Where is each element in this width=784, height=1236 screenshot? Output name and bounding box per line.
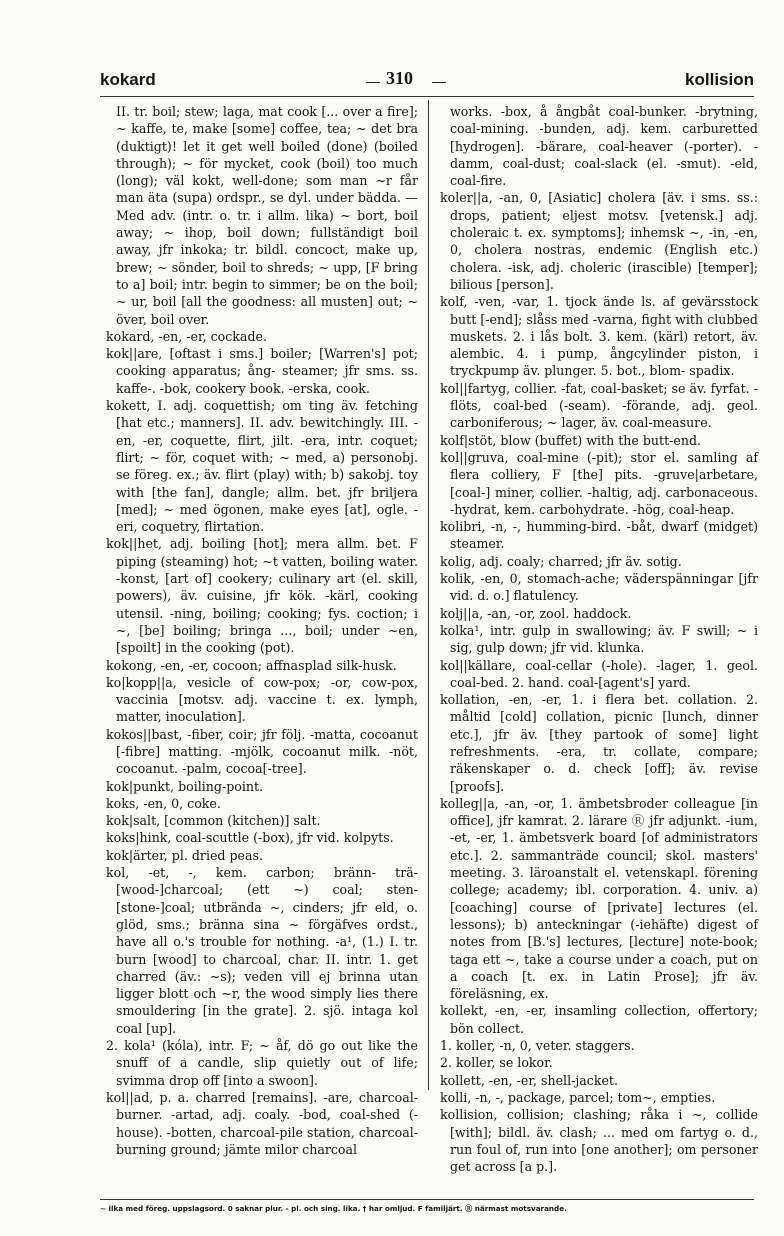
- dictionary-entry: kollekt, -en, -er, insamling collection, offertory; bön collect.: [440, 1003, 758, 1036]
- dictionary-entry: koks, -en, 0, coke.: [106, 795, 221, 811]
- dictionary-entry: kol||källare, coal-cellar (-hole). -lager, 1. geol. coal-bed. 2. hand. coal-[agent's] yard.: [440, 657, 758, 690]
- dictionary-entry: kol||gruva, coal-mine (-pit); stor el. samling af flera colliery, F [the] pits. -gruve|arbetare, [coal-] miner, collier. -haltig, adj. carbonaceous. -hydrat, kem. carbohydrate. -hög, coal-heap.: [440, 449, 758, 517]
- dictionary-entry: kolf|stöt, blow (buffet) with the butt-end.: [440, 432, 702, 448]
- dictionary-entry: kolli, -n, -, package, parcel; tom~, empties.: [440, 1089, 716, 1105]
- dictionary-entry: kolleg||a, -an, -or, 1. ämbetsbroder colleague [in office], jfr kamrat. 2. lärare Ⓡ jfr adjunkt. -ium, -et, -er, 1. ämbetsverk board [of administrators etc.]. 2. sammanträde council; skol. masters' meeting. 3. läroanstalt el. vetenskapl. förening college; academy; ibl. corporation. 4. univ. a) [coaching] course of [private] lectures (el. lessons); b) anteckningar (-iehäfte) digest of notes from [B.'s] lectures, [lecture] note-book; taga ett ~, take a course under a coach, put on a coach [t. ex. in Latin Prose]; jfr äv. föreläsning, ex.: [440, 795, 758, 1002]
- dictionary-entry: kol, -et, -, kem. carbon; bränn- trä- [wood-]charcoal; (ett ~) coal; sten- [stone-]coal; utbrända ~, cinders; jfr eld, o. glöd, sms.; bränna sina ~ förgäfves ordst., have all o.'s trouble for nothing. -a¹, (1.) I. tr. burn [wood] to charcoal, char. II. intr. 1. get charred (äv.: ~s); veden vill ej brinna utan ligger blott och ~r, the wood simply lies there smouldering [in the grate]. 2. sjö. intaga kol coal [up].: [106, 865, 418, 1036]
- dictionary-entry: kok||are, [oftast i sms.] boiler; [Warren's] pot; cooking apparatus; ång- steamer; jfr sms. ss. kaffe-. -bok, cookery book. -erska, cook.: [106, 346, 418, 396]
- dictionary-entry: kollision, collision; clashing; råka i ~, collide [with]; bildl. äv. clash; ... med om fartyg o. d., run foul of, run into [one another]; om personer get across [a p.].: [440, 1107, 758, 1175]
- dictionary-entry: II. tr. boil; stew; laga, mat cook [... over a fire]; ~ kaffe, te, make [some] coffee, tea; ~ det bra (duktigt)! let it get well boiled (done) (boiled through); ~ för mycket, cook (boil) too much (long); väl kokt, well-done; som man ~r får man äta (supa) ordspr., se dyl. under bädda. — Med adv. (intr. o. tr. i allm. lika) ~ bort, boil away; ~ ihop, boil down; fullständigt boil away, jfr inkoka; tr. bildl. concoct, make up, brew; ~ sönder, boil to shreds; ~ upp, [F bring to a] boil; intr. begin to simmer; be on the boil; ~ ur, boil [all the goodness: all musten] out; ~ över, boil over.: [116, 104, 418, 327]
- dictionary-entry: kollation, -en, -er, 1. i flera bet. collation. 2. måltid [cold] collation, picnic [lunch, dinner etc.], jfr äv. [they partook of some] light refreshments. -era, tr. collate, compare; räkenskaper o. d. check [off]; äv. revise [proofs].: [440, 692, 758, 794]
- page-number: 310: [386, 68, 413, 88]
- dictionary-entry: kok|punkt, boiling-point.: [106, 778, 264, 794]
- dictionary-entry: kolibri, -n, -, humming-bird. -båt, dwarf (midget) steamer.: [440, 519, 758, 552]
- column-divider: [428, 100, 429, 1090]
- dictionary-entry: 2. koller, se lokor.: [440, 1055, 553, 1071]
- header-dash-left: [366, 82, 380, 83]
- dictionary-entry: works. -box, å ångbåt coal-bunker. -brytning, coal-mining. -bunden, adj. kem. carburetted [hydrogen]. -bärare, coal-heaver (-porter). -damm, coal-dust; coal-slack (el. -smut). -eld, coal-fire.: [450, 104, 758, 189]
- dictionary-entry: kolka¹, intr. gulp in swallowing; äv. F swill; ~ i sig, gulp down; jfr vid. klunka.: [440, 622, 758, 656]
- header-dash-right: [432, 82, 446, 83]
- header-rule: [100, 96, 754, 97]
- dictionary-entry: koler||a, -an, 0, [Asiatic] cholera [äv. i sms. ss.: drops, patient; eljest motsv. [vetensk.] adj. choleraic t. ex. symptoms]; inhemsk ~, -in, -en, 0, cholera nostras, endemic (English etc.) cholera. -isk, adj. choleric (irascible) [temper]; bilious [person].: [440, 190, 758, 292]
- page-header: [100, 66, 754, 94]
- dictionary-entry: kol||ad, p. a. charred [remains]. -are, charcoal-burner. -artad, adj. coaly. -bod, coal-shed (-house). -botten, charcoal-pile station, charcoal-burning ground; jämte milor charcoal: [106, 1089, 418, 1157]
- dictionary-entry: kol||fartyg, collier. -fat, coal-basket; se äv. fyrfat. -flöts, coal-bed (-seam). -förande, adj. geol. carboniferous; ~ lager, äv. coal-measure.: [440, 380, 758, 431]
- dictionary-entry: kolig, adj. coaly; charred; jfr äv. sotig.: [440, 553, 682, 569]
- right-column: [440, 103, 758, 1175]
- dictionary-entry: koks|hink, coal-scuttle (-box), jfr vid. kolpyts.: [106, 830, 394, 846]
- left-column: [106, 103, 418, 1158]
- dictionary-entry: kokard, -en, -er, cockade.: [106, 328, 267, 344]
- left-guide-word: kokard: [100, 70, 156, 89]
- abbreviation-legend: ~ ilka med föreg. uppslagsord. 0 saknar plur. - pl. och sing. lika. † har omljud. F familjärt. Ⓡ närmast motsvarande.: [100, 1204, 567, 1213]
- dictionary-entry: 2. kola¹ (kóla), intr. F; ~ åf, dö go out like the snuff of a candle, slip quietly out of life; svimma drop off [into a swoon].: [106, 1038, 418, 1088]
- dictionary-entry: kollett, -en, -er, shell-jacket.: [440, 1072, 618, 1088]
- dictionary-entry: kolf, -ven, -var, 1. tjock ände ls. af gevärsstock butt [-end]; slåss med -varna, fight with clubbed muskets. 2. i lås bolt. 3. kem. (kärl) retort, äv. alembic. 4. i pump, ångcylinder piston, i tryckpump äv. plunger. 5. bot., blom- spadix.: [440, 294, 758, 379]
- footer-rule: [100, 1199, 754, 1200]
- dictionary-entry: kokett, I. adj. coquettish; om ting äv. fetching [hat etc.; manners]. II. adv. bewitchingly. III. -en, -er, coquette, flirt, jilt. -era, intr. coquet; flirt; ~ för, coquet with; ~ med, a) personobj. se föreg. ex.; äv. flirt (play) with; b) sakobj. toy with [the fan], dangle; allm. bet. jfr briljera [med]; ~ med ögonen, make eyes [at], ogle. -eri, coquetry, flirtation.: [106, 398, 418, 535]
- dictionary-entry: ko|kopp||a, vesicle of cow-pox; -or, cow-pox, vaccinia [motsv. adj. vaccine t. ex. lymph, matter, inoculation].: [106, 674, 418, 725]
- dictionary-entry: kolik, -en, 0, stomach-ache; väderspänningar [jfr vid. d. o.] flatulency.: [440, 571, 758, 604]
- right-guide-word: kollision: [685, 70, 754, 89]
- dictionary-entry: kolj||a, -an, -or, zool. haddock.: [440, 605, 632, 621]
- dictionary-entry: 1. koller, -n, 0, veter. staggers.: [440, 1038, 635, 1054]
- dictionary-entry: kokong, -en, -er, cocoon; affnasplad silk-husk.: [106, 657, 397, 673]
- dictionary-entry: kok|salt, [common (kitchen)] salt.: [106, 813, 321, 829]
- dictionary-entry: kok||het, adj. boiling [hot]; mera allm. bet. F piping (steaming) hot; ~t vatten, boiling water. -konst, [art of] cookery; culinary art (el. skill, powers), äv. cuisine, jfr kök. -kärl, cooking utensil. -ning, boiling; cooking; fys. coction; i ~, [be] boiling; bringa ..., boil; under ~en, [spoilt] in the cooking (pot).: [106, 536, 418, 656]
- dictionary-entry: kokos||bast, -fiber, coir; jfr följ. -matta, cocoanut [-fibre] matting. -mjölk, cocoanut milk. -nöt, cocoanut. -palm, cocoa[-tree].: [106, 726, 418, 777]
- dictionary-entry: kok|ärter, pl. dried peas.: [106, 847, 263, 863]
